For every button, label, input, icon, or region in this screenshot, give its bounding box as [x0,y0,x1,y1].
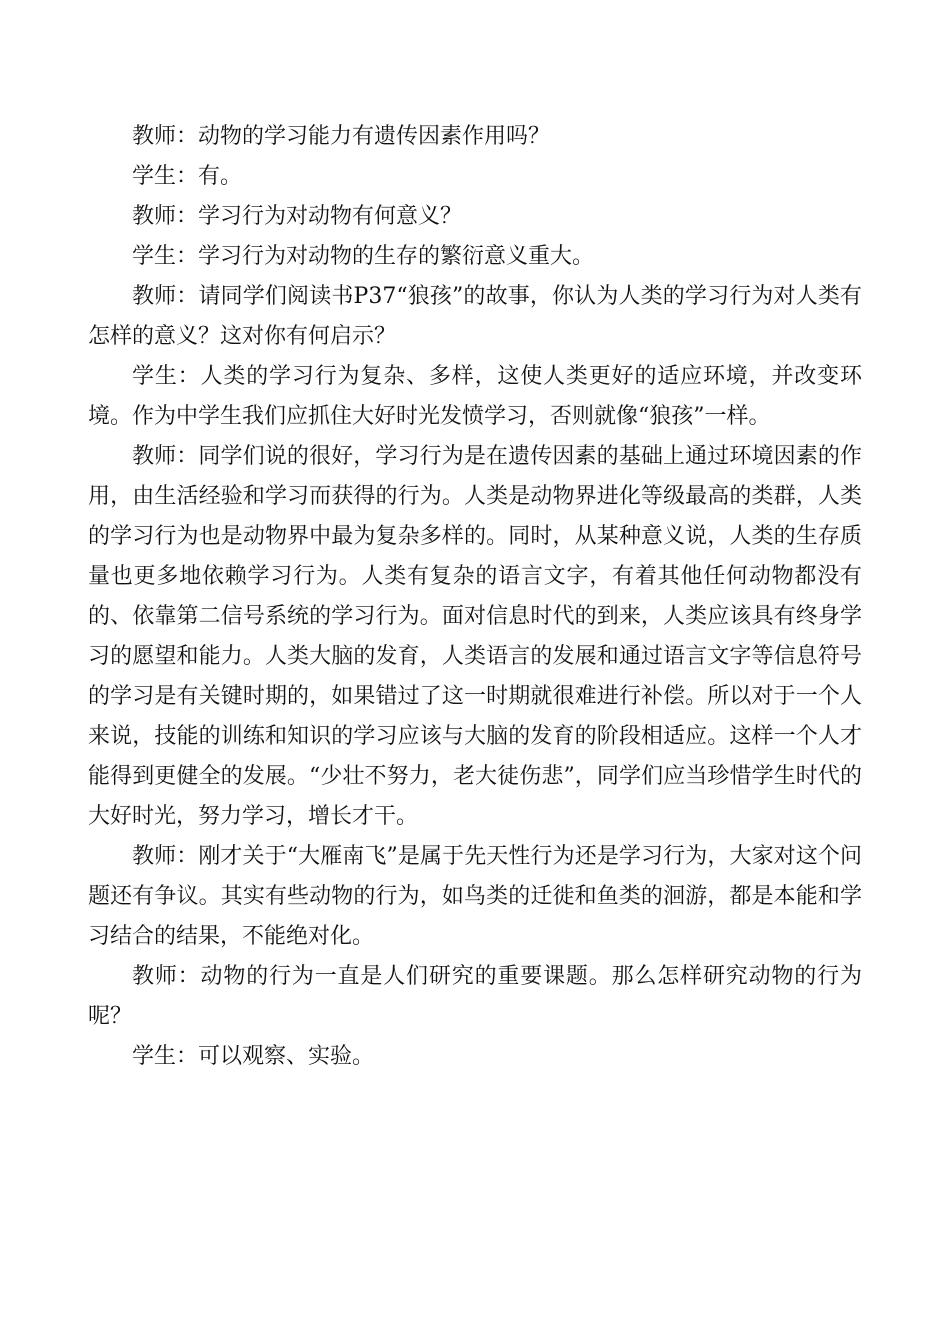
document-body [88,117,862,1077]
paragraph-8: 教师：刚才关于“大雁南飞”是属于先天性行为还是学习行为，大家对这个问题还有争议。其实有些动物的行为，如鸟类的迁徙和鱼类的洄游，都是本能和学习结合的结果，不能绝对化。 [88,844,862,949]
paragraph-5: 教师：请同学们阅读书P37“狼孩”的故事，你认为人类的学习行为对人类有怎样的意义？这对你有何启示？ [88,284,862,349]
paragraph-6: 学生：人类的学习行为复杂、多样，这使人类更好的适应环境，并改变环境。作为中学生我们应抓住大好时光发愤学习，否则就像“狼孩”一样。 [88,364,862,429]
paragraph-4: 学生：学习行为对动物的生存的繁衍意义重大。 [132,244,595,269]
paragraph-2: 学生：有。 [132,164,243,189]
paragraph-7: 教师：同学们说的很好，学习行为是在遗传因素的基础上通过环境因素的作用，由生活经验和学习而获得的行为。人类是动物界进化等级最高的类群，人类的学习行为也是动物界中最为复杂多样的。同时，从某种意义说，人类的生存质量也更多地依赖学习行为。人类有复杂的语言文字，有着其他任何动物都没有的、依靠第二信号系统的学习行为。面对信息时代的到来，人类应该具有终身学习的愿望和能力。人类大脑的发育，人类语言的发展和通过语言文字等信息符号的学习是有关键时期的，如果错过了这一时期就很难进行补偿。所以对于一个人来说，技能的训练和知识的学习应该与大脑的发育的阶段相适应。这样一个人才能得到更健全的发展。“少壮不努力，老大徒伤悲”，同学们应当珍惜学生时代的大好时光，努力学习，增长才干。 [88,444,862,829]
paragraph-1: 教师：动物的学习能力有遗传因素作用吗？ [132,124,551,149]
paragraph-3: 教师：学习行为对动物有何意义？ [132,204,463,229]
paragraph-10: 学生：可以观察、实验。 [132,1044,375,1069]
paragraph-9: 教师：动物的行为一直是人们研究的重要课题。那么怎样研究动物的行为呢？ [88,964,862,1029]
